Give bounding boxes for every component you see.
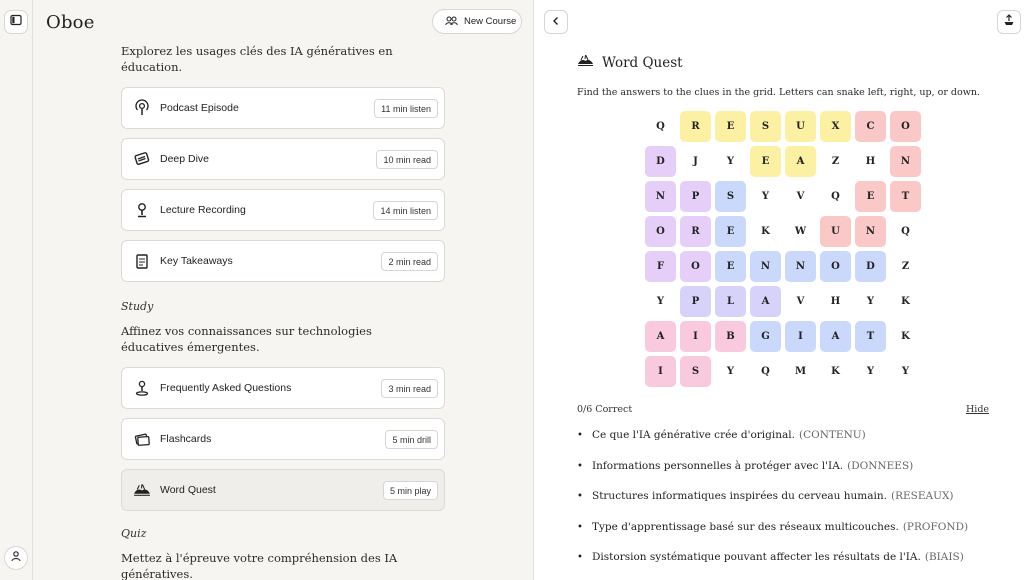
word-quest-icon xyxy=(132,480,152,500)
share-icon xyxy=(1003,13,1015,31)
grid-cell[interactable]: Z xyxy=(820,146,851,177)
faq-label: Frequently Asked Questions xyxy=(160,382,292,394)
grid-cell[interactable]: A xyxy=(750,286,781,317)
study-card-list xyxy=(121,367,445,511)
grid-cell[interactable]: O xyxy=(820,251,851,282)
grid-cell[interactable]: Y xyxy=(750,181,781,212)
grid-cell[interactable]: N xyxy=(750,251,781,282)
grid-cell[interactable]: S xyxy=(750,111,781,142)
grid-cell[interactable]: N xyxy=(890,146,921,177)
clue-item xyxy=(577,429,997,460)
word-quest-instructions: Find the answers to the clues in the grid. Letters can snake left, right, up, or down. xyxy=(577,87,981,98)
lecture-duration-badge: 14 min listen xyxy=(373,201,438,220)
bullet-icon: • xyxy=(577,430,583,441)
grid-cell[interactable]: Y xyxy=(645,286,676,317)
flashcards-card[interactable] xyxy=(121,418,445,460)
word-quest-icon xyxy=(577,54,594,71)
grid-cell[interactable]: Y xyxy=(855,286,886,317)
podcast-card[interactable] xyxy=(121,87,445,129)
grid-cell[interactable]: E xyxy=(750,146,781,177)
sidebar-icon xyxy=(10,13,22,31)
grid-cell[interactable]: S xyxy=(680,356,711,387)
bullet-icon: • xyxy=(577,521,583,533)
intro-text: Explorez les usages clés des IA génératives en éducation. xyxy=(121,44,393,74)
lecture-label: Lecture Recording xyxy=(160,204,246,216)
score-text: 0/6 Correct xyxy=(577,404,633,415)
clue-text: Structures informatiques inspirées du cerveau humain. xyxy=(592,490,887,502)
grid-cell[interactable]: I xyxy=(680,321,711,352)
letter-grid xyxy=(645,111,925,387)
study-text: Affinez vos connaissances sur technologies éducatives émergentes. xyxy=(121,324,372,354)
word-quest-duration-badge: 5 min play xyxy=(383,481,438,500)
study-heading: Study xyxy=(121,300,154,313)
clue-text: Type d'apprentissage basé sur des réseaux multicouches. xyxy=(592,520,899,533)
grid-cell[interactable]: D xyxy=(645,146,676,177)
bullet-icon: • xyxy=(577,491,583,502)
chevron-left-icon xyxy=(551,13,561,31)
left-rail xyxy=(0,0,33,580)
grid-cell[interactable]: S xyxy=(715,181,746,212)
microphone-icon xyxy=(132,200,152,220)
clue-text: Ce que l'IA générative crée d'original. xyxy=(592,429,795,441)
grid-cell[interactable]: N xyxy=(785,251,816,282)
grid-cell[interactable]: C xyxy=(855,111,886,142)
grid-cell[interactable]: K xyxy=(750,216,781,247)
quiz-heading: Quiz xyxy=(121,527,147,540)
notes-icon xyxy=(132,251,152,271)
grid-cell[interactable]: T xyxy=(855,321,886,352)
grid-cell[interactable]: V xyxy=(785,181,816,212)
deep-dive-card[interactable] xyxy=(121,138,445,180)
back-button[interactable] xyxy=(544,10,568,34)
podcast-label: Podcast Episode xyxy=(160,102,239,114)
grid-cell[interactable]: K xyxy=(890,321,921,352)
grid-cell[interactable]: Q xyxy=(645,111,676,142)
clue-answer: (DONNEES) xyxy=(847,459,914,472)
grid-cell[interactable]: G xyxy=(750,321,781,352)
clue-list xyxy=(577,429,997,580)
grid-cell[interactable]: E xyxy=(855,181,886,212)
grid-cell[interactable]: Y xyxy=(855,356,886,387)
podcast-duration-badge: 11 min listen xyxy=(374,99,438,118)
clue-item xyxy=(577,490,997,521)
grid-cell[interactable]: U xyxy=(785,111,816,142)
grid-cell[interactable]: J xyxy=(680,146,711,177)
course-content xyxy=(121,40,445,580)
grid-cell[interactable]: E xyxy=(715,111,746,142)
deep-dive-icon xyxy=(132,149,152,169)
grid-cell[interactable]: H xyxy=(820,286,851,317)
grid-cell[interactable]: P xyxy=(680,181,711,212)
grid-cell[interactable]: M xyxy=(785,356,816,387)
sidebar-toggle-button[interactable] xyxy=(4,10,28,34)
lecture-card[interactable] xyxy=(121,189,445,231)
bullet-icon: • xyxy=(577,460,583,472)
grid-cell[interactable]: W xyxy=(785,216,816,247)
faq-card[interactable] xyxy=(121,367,445,409)
bullet-icon: • xyxy=(577,552,583,563)
grid-cell[interactable]: N xyxy=(855,216,886,247)
flashcards-label: Flashcards xyxy=(160,433,212,445)
flashcards-icon xyxy=(132,429,152,449)
share-button[interactable] xyxy=(997,10,1021,34)
grid-cell[interactable]: T xyxy=(890,181,921,212)
brand-logo[interactable]: Oboe xyxy=(46,12,95,33)
faq-icon xyxy=(132,378,152,398)
user-icon xyxy=(10,549,22,567)
word-quest-panel xyxy=(533,0,1024,580)
takeaways-label: Key Takeaways xyxy=(160,255,233,267)
clue-answer: (RESEAUX) xyxy=(890,490,954,502)
grid-cell[interactable]: E xyxy=(715,251,746,282)
clue-answer: (CONTENU) xyxy=(798,429,866,441)
takeaways-duration-badge: 2 min read xyxy=(381,252,438,271)
clue-answer: (PROFOND) xyxy=(902,520,969,533)
quiz-text: Mettez à l'épreuve votre compréhension des IA génératives. xyxy=(121,551,398,580)
new-course-button[interactable] xyxy=(432,9,522,34)
grid-cell[interactable]: D xyxy=(855,251,886,282)
clue-item xyxy=(577,460,997,491)
hide-answers-link[interactable]: Hide xyxy=(966,404,990,415)
grid-cell[interactable]: K xyxy=(820,356,851,387)
deep-dive-label: Deep Dive xyxy=(160,153,210,165)
grid-cell[interactable]: Z xyxy=(890,251,921,282)
course-panel xyxy=(34,0,532,580)
grid-cell[interactable]: Q xyxy=(890,216,921,247)
word-quest-card[interactable] xyxy=(121,469,445,511)
grid-cell[interactable]: X xyxy=(820,111,851,142)
grid-cell[interactable]: R xyxy=(680,216,711,247)
grid-cell[interactable]: B xyxy=(715,321,746,352)
grid-cell[interactable]: H xyxy=(855,146,886,177)
flashcards-duration-badge: 5 min drill xyxy=(385,430,438,449)
grid-cell[interactable]: K xyxy=(890,286,921,317)
grid-cell[interactable]: I xyxy=(645,356,676,387)
new-course-label: New Course xyxy=(464,16,517,27)
grid-cell[interactable]: A xyxy=(820,321,851,352)
grid-cell[interactable]: A xyxy=(785,146,816,177)
clue-text: Informations personnelles à protéger avec l'IA. xyxy=(592,459,844,472)
grid-cell[interactable]: I xyxy=(785,321,816,352)
word-quest-label: Word Quest xyxy=(160,484,216,496)
grid-cell[interactable]: R xyxy=(680,111,711,142)
grid-cell[interactable]: E xyxy=(715,216,746,247)
grid-cell[interactable]: Y xyxy=(715,146,746,177)
takeaways-card[interactable] xyxy=(121,240,445,282)
profile-button[interactable] xyxy=(4,546,28,570)
deep-dive-duration-badge: 10 min read xyxy=(376,150,438,169)
listen-card-list xyxy=(121,87,445,282)
new-course-icon xyxy=(445,15,458,29)
grid-cell[interactable]: O xyxy=(890,111,921,142)
grid-cell[interactable]: Y xyxy=(715,356,746,387)
grid-cell[interactable]: A xyxy=(645,321,676,352)
clue-text: Distorsion systématique pouvant affecter les résultats de l'IA. xyxy=(592,551,921,563)
grid-cell[interactable]: N xyxy=(645,181,676,212)
clue-item xyxy=(577,521,997,552)
grid-cell[interactable]: V xyxy=(785,286,816,317)
word-quest-title: Word Quest xyxy=(602,54,683,71)
grid-cell[interactable]: Q xyxy=(820,181,851,212)
podcast-icon xyxy=(132,98,152,118)
grid-cell[interactable]: O xyxy=(645,216,676,247)
clue-item xyxy=(577,551,997,580)
grid-cell[interactable]: F xyxy=(645,251,676,282)
word-quest-header xyxy=(577,54,683,71)
clue-answer: (BIAIS) xyxy=(924,551,964,563)
faq-duration-badge: 3 min read xyxy=(381,379,438,398)
grid-cell[interactable]: Q xyxy=(750,356,781,387)
grid-cell[interactable]: O xyxy=(680,251,711,282)
grid-cell[interactable]: L xyxy=(715,286,746,317)
grid-cell[interactable]: Y xyxy=(890,356,921,387)
grid-cell[interactable]: U xyxy=(820,216,851,247)
grid-cell[interactable]: P xyxy=(680,286,711,317)
